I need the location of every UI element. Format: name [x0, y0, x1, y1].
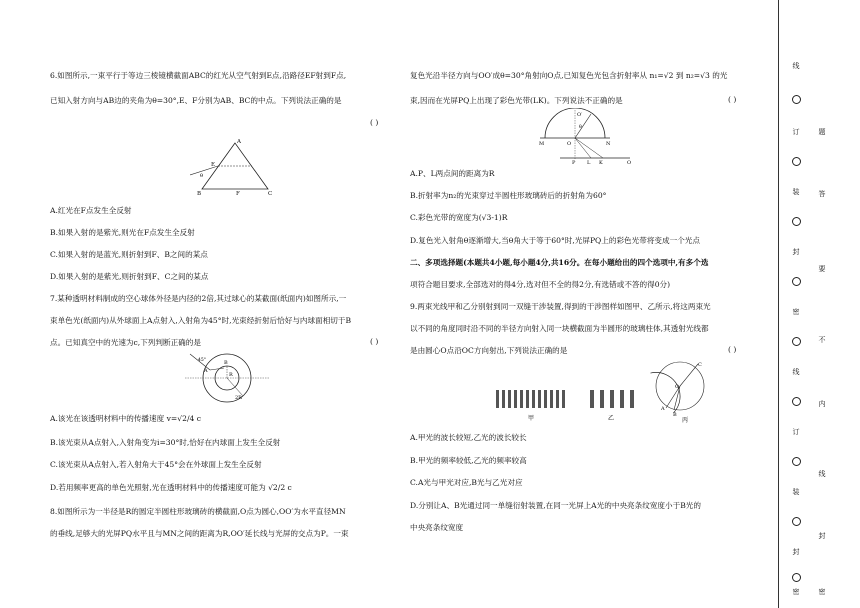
binding-char: 订 — [792, 128, 800, 136]
binding-char: 密 — [792, 308, 800, 316]
svg-text:B: B — [673, 412, 677, 418]
binding-hole-icon — [792, 517, 801, 526]
q6-stem-line1: 6.如图所示,一束平行于等边三棱镜横截面ABC的红光从空气射到E点,沿路径EF射到F点, — [50, 71, 347, 80]
binding-char: 封 — [792, 248, 800, 256]
svg-text:R: R — [229, 372, 233, 378]
q7-option-c: C.该光束从A点射入,若入射角大于45°会在外球面上发生全反射 — [50, 460, 262, 469]
binding-char: 答 — [818, 190, 826, 198]
svg-text:θ: θ — [200, 173, 204, 179]
q6-answer-paren: ( ) — [370, 118, 379, 127]
svg-text:N: N — [606, 141, 611, 147]
q7-stem-line3: 点。已知真空中的光速为c,下列判断正确的是 — [50, 338, 201, 347]
section-2-heading-line1: 二、多项选择题(本题共4小题,每小题4分,共16分。在每小题给出的四个选项中,有多个选 — [410, 258, 709, 267]
binding-char: 装 — [792, 188, 800, 196]
binding-inner-column — [815, 40, 829, 600]
q6-prism-figure — [190, 135, 280, 197]
binding-char: 不 — [818, 336, 826, 344]
q6-stem-line2: 已知入射方向与AB边的夹角为θ=30°,E、F分别为AB、BC的中点。下列说法正确的是 — [50, 96, 342, 105]
q8-semicylinder-figure — [535, 108, 635, 164]
binding-outer-column — [789, 40, 803, 600]
svg-text:2R: 2R — [235, 395, 242, 401]
binding-char: 题 — [818, 128, 826, 136]
svg-text:O: O — [567, 141, 572, 147]
binding-char: 线 — [792, 62, 800, 70]
svg-text:乙: 乙 — [608, 415, 615, 422]
svg-text:E: E — [211, 162, 216, 168]
q6-option-b: B.如果入射的是紫光,则光在F点发生全反射 — [50, 228, 195, 237]
svg-text:O′: O′ — [577, 112, 583, 118]
section-2-heading-line2: 项符合题目要求,全部选对的得4分,选对但不全的得2分,有选错或不答的得0分) — [410, 280, 671, 289]
svg-text:C: C — [268, 191, 273, 197]
svg-text:Q: Q — [627, 160, 632, 164]
q8-stem-line3: 复色光沿半径方向与OO′成θ=30°角射向O点,已知复色光包含折射率从 n₁=√2 到 n₂=√3 的光 — [410, 71, 728, 80]
svg-text:丙: 丙 — [682, 417, 689, 424]
svg-text:A: A — [237, 139, 241, 145]
q7-option-b: B.该光束从A点射入,入射角变为i=30°时,恰好在内球面上发生全反射 — [50, 438, 281, 447]
q8-option-a: A.P、L两点间的距离为R — [410, 169, 495, 178]
q8-answer-paren: ( ) — [728, 95, 737, 104]
q7-stem-line1: 7.某种透明材料制成的空心球体外径是内径的2倍,其过球心的某截面(纸面内)如图所示,一 — [50, 294, 347, 303]
q6-option-d: D.如果入射的是紫光,则折射到F、C之间的某点 — [50, 272, 209, 281]
q9-stem-line2: 以不同的角度同时沿不同的半径方向射入同一块横截面为半圆形的玻璃柱体,其透射光线都 — [410, 324, 709, 333]
svg-text:M: M — [539, 141, 545, 147]
binding-char: 密 — [792, 588, 800, 596]
binding-char: 装 — [792, 488, 800, 496]
q9-answer-paren: ( ) — [728, 345, 737, 354]
q8-option-b: B.折射率为n₂的光束穿过半圆柱形玻璃砖后的折射角为60° — [410, 191, 607, 200]
binding-char: 封 — [818, 532, 826, 540]
binding-char: 内 — [818, 400, 826, 408]
binding-char: 线 — [818, 470, 826, 478]
q8-option-c: C.彩色光带的宽度为(√3-1)R — [410, 213, 508, 222]
binding-hole-icon — [792, 573, 801, 582]
q6-option-c: C.如果入射的是蓝光,则折射到F、B之间的某点 — [50, 250, 208, 259]
svg-text:A: A — [204, 368, 208, 374]
q9-option-b: B.甲光的频率较低,乙光的频率较高 — [410, 456, 527, 465]
binding-hole-icon — [792, 277, 801, 286]
q7-answer-paren: ( ) — [370, 337, 379, 346]
q7-option-d: D.若用频率更高的单色光照射,光在透明材料中的传播速度可能为 √2/2 c — [50, 483, 292, 492]
q9-option-a: A.甲光的波长较短,乙光的波长较长 — [410, 433, 527, 442]
svg-text:A: A — [661, 406, 665, 412]
q9-stem-line3: 是由圆心O点沿OC方向射出,下列说法正确的是 — [410, 346, 568, 355]
svg-text:甲: 甲 — [528, 415, 535, 422]
binding-char: 密 — [818, 588, 826, 596]
binding-hole-icon — [792, 95, 801, 104]
binding-margin — [778, 0, 860, 608]
binding-char: 要 — [818, 265, 826, 273]
q8-stem-line1: 8.如图所示为一半径是R的圆定半圆柱形玻璃砖的横截面,O点为圆心,OO′为水平直径MN — [50, 507, 346, 516]
q8-option-d: D.复色光入射角θ逐渐增大,当θ角大于等于60°时,光屏PQ上的彩色光带将变成一个光点 — [410, 236, 700, 245]
svg-text:B: B — [197, 191, 202, 197]
svg-text:L: L — [587, 160, 591, 164]
svg-text:45°: 45° — [198, 358, 206, 363]
svg-text:P: P — [572, 160, 576, 164]
binding-hole-icon — [792, 337, 801, 346]
svg-text:F: F — [236, 191, 240, 197]
binding-hole-icon — [792, 457, 801, 466]
q9-stem-line1: 9.两束光线甲和乙分别射到同一双缝干涉装置,得到的干涉图样如图甲、乙所示,将这两束光 — [410, 302, 711, 311]
q9-option-d-line1: D.分别让A、B光通过同一单缝衍射装置,在同一光屏上A光的中央亮条纹宽度小于B光的 — [410, 501, 701, 510]
q9-option-c: C.A光与甲光对应,B光与乙光对应 — [410, 478, 523, 487]
q8-stem-line2: 的垂线,足够大的光屏PQ水平且与MN之间的距离为R,OO′延长线与光屏的交点为P。一束 — [50, 529, 349, 538]
q8-stem-line4: 束,因而在光屏PQ上出现了彩色光带(LK)。下列说法不正确的是 — [410, 96, 623, 105]
q6-option-a: A.红光在F点发生全反射 — [50, 206, 132, 215]
q9-interference-figure — [490, 358, 710, 426]
svg-text:K: K — [599, 160, 603, 164]
svg-text:θ: θ — [579, 125, 582, 130]
binding-char: 订 — [792, 428, 800, 436]
q7-option-a: A.该光在该透明材料中的传播速度 v=√2/4 c — [50, 414, 202, 423]
binding-hole-icon — [792, 157, 801, 166]
q9-option-d-line2: 中央亮条纹宽度 — [410, 523, 464, 532]
q7-stem-line2: 束单色光(纸面内)从外球面上A点射入,入射角为45°时,光束经折射后恰好与内球面相切于B — [50, 316, 352, 325]
svg-text:O: O — [675, 384, 680, 390]
binding-hole-icon — [792, 397, 801, 406]
binding-char: 线 — [792, 368, 800, 376]
svg-text:C: C — [698, 362, 702, 368]
binding-hole-icon — [792, 217, 801, 226]
binding-char: 封 — [792, 548, 800, 556]
q7-sphere-figure — [180, 352, 270, 404]
svg-text:B: B — [224, 360, 228, 366]
